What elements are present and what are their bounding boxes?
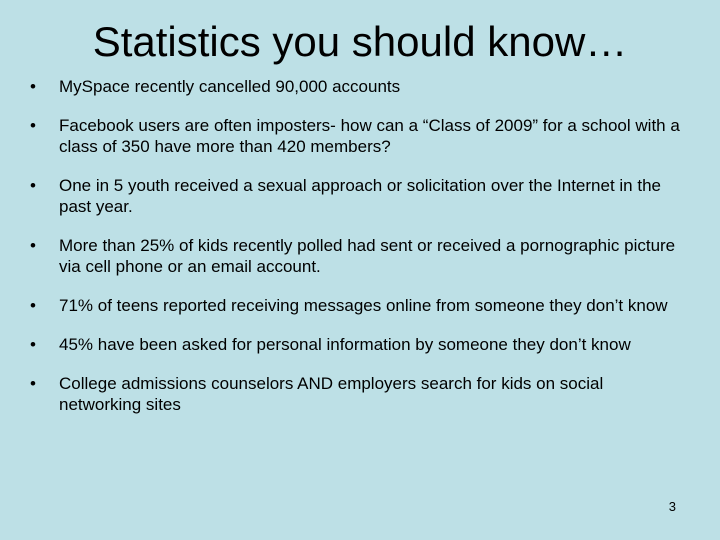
bullet-text: Facebook users are often imposters- how can a “Class of 2009” for a school with a class of 350 have more than 420 members?	[59, 116, 680, 156]
bullet-text: College admissions counselors AND employers search for kids on social networking sites	[59, 374, 604, 414]
bullet-item	[30, 175, 685, 217]
bullet-item	[30, 334, 685, 355]
bullet-dot: •	[30, 116, 36, 135]
bullet-text: 71% of teens reported receiving messages online from someone they don’t know	[59, 296, 668, 315]
bullet-item	[30, 373, 685, 415]
page-number: 3	[668, 499, 676, 514]
bullet-item	[30, 115, 685, 157]
bullet-item	[30, 295, 685, 316]
bullet-dot: •	[30, 296, 36, 315]
bullet-dot: •	[30, 335, 36, 354]
bullet-list	[30, 76, 685, 433]
bullet-text: More than 25% of kids recently polled had sent or received a pornographic picture via cell phone or an email account.	[59, 236, 676, 276]
bullet-item	[30, 235, 685, 277]
bullet-item	[30, 76, 685, 97]
bullet-text: 45% have been asked for personal information by someone they don’t know	[59, 335, 631, 354]
bullet-dot: •	[30, 176, 36, 195]
slide-title: Statistics you should know…	[92, 18, 628, 65]
bullet-dot: •	[30, 374, 36, 393]
bullet-text: MySpace recently cancelled 90,000 accounts	[59, 77, 401, 96]
bullet-dot: •	[30, 236, 36, 255]
bullet-dot: •	[30, 77, 36, 96]
bullet-text: One in 5 youth received a sexual approach or solicitation over the Internet in the past year.	[59, 176, 661, 216]
